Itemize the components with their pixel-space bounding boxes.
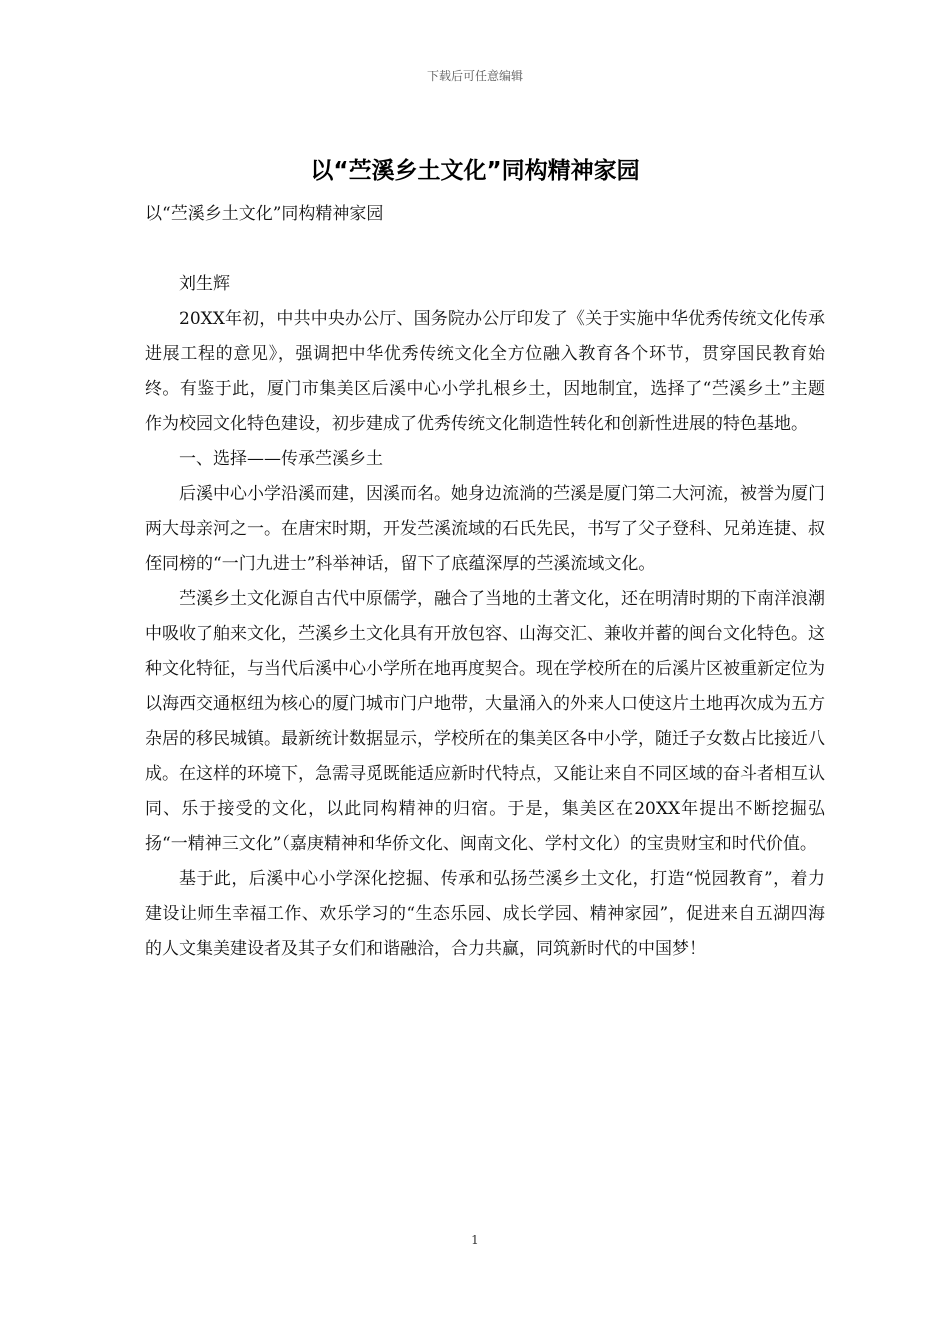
page-number: 1 <box>471 1233 479 1247</box>
paragraph: 苎溪乡土文化源自古代中原儒学，融合了当地的土著文化，还在明清时期的下南洋浪潮中吸收了舶来文化，苎溪乡土文化具有开放包容、山海交汇、兼收并蓄的闽台文化特色。这种文化特征，与当代后溪中心小学所在地再度契合。现在学校所在的后溪片区被重新定位为以海西交通枢纽为核心的厦门城市门户地带，大量涌入的外来人口使这片土地再次成为五方杂居的移民城镇。最新统计数据显示，学校所在的集美区各中小学，随迁子女数占比接近八成。在这样的环境下，急需寻觅既能适应新时代特点，又能让来自不同区域的奋斗者相互认同、乐于接受的文化，以此同构精神的归宿。于是，集美区在20XX年提出不断挖掘弘扬“一精神三文化”（嘉庚精神和华侨文化、闽南文化、学村文化）的宝贵财宝和时代价值。 <box>145 589 825 854</box>
blank-line <box>145 232 825 267</box>
header-note: 下载后可任意编辑 <box>426 69 523 83</box>
document-title: 以“苎溪乡土文化”同构精神家园 <box>310 158 640 184</box>
paragraph: 20XX年初，中共中央办公厅、国务院办公厅印发了《关于实施中华优秀传统文化传承进展工程的意见》，强调把中华优秀传统文化全方位融入教育各个环节，贯穿国民教育始终。有鉴于此，厦门市集美区后溪中心小学扎根乡土，因地制宜，选择了“苎溪乡土”主题作为校园文化特色建设，初步建成了优秀传统文化制造性转化和创新性进展的特色基地。 <box>145 309 825 434</box>
section-heading: 一、选择——传承苎溪乡土 <box>179 449 383 469</box>
paragraph: 基于此，后溪中心小学深化挖掘、传承和弘扬苎溪乡土文化，打造“悦园教育”，着力建设让师生幸福工作、欢乐学习的“生态乐园、成长学园、精神家园”，促进来自五湖四海的人文集美建设者及其子女们和谐融洽，合力共赢，同筑新时代的中国梦！ <box>145 869 825 959</box>
document-subtitle: 以“苎溪乡土文化”同构精神家园 <box>145 204 384 224</box>
paragraph: 后溪中心小学沿溪而建，因溪而名。她身边流淌的苎溪是厦门第二大河流，被誉为厦门两大母亲河之一。在唐宋时期，开发苎溪流域的石氏先民，书写了父子登科、兄弟连捷、叔侄同榜的“一门九进士”科举神话，留下了底蕴深厚的苎溪流域文化。 <box>145 484 825 574</box>
document-body <box>145 197 825 967</box>
author-name: 刘生辉 <box>179 274 230 294</box>
